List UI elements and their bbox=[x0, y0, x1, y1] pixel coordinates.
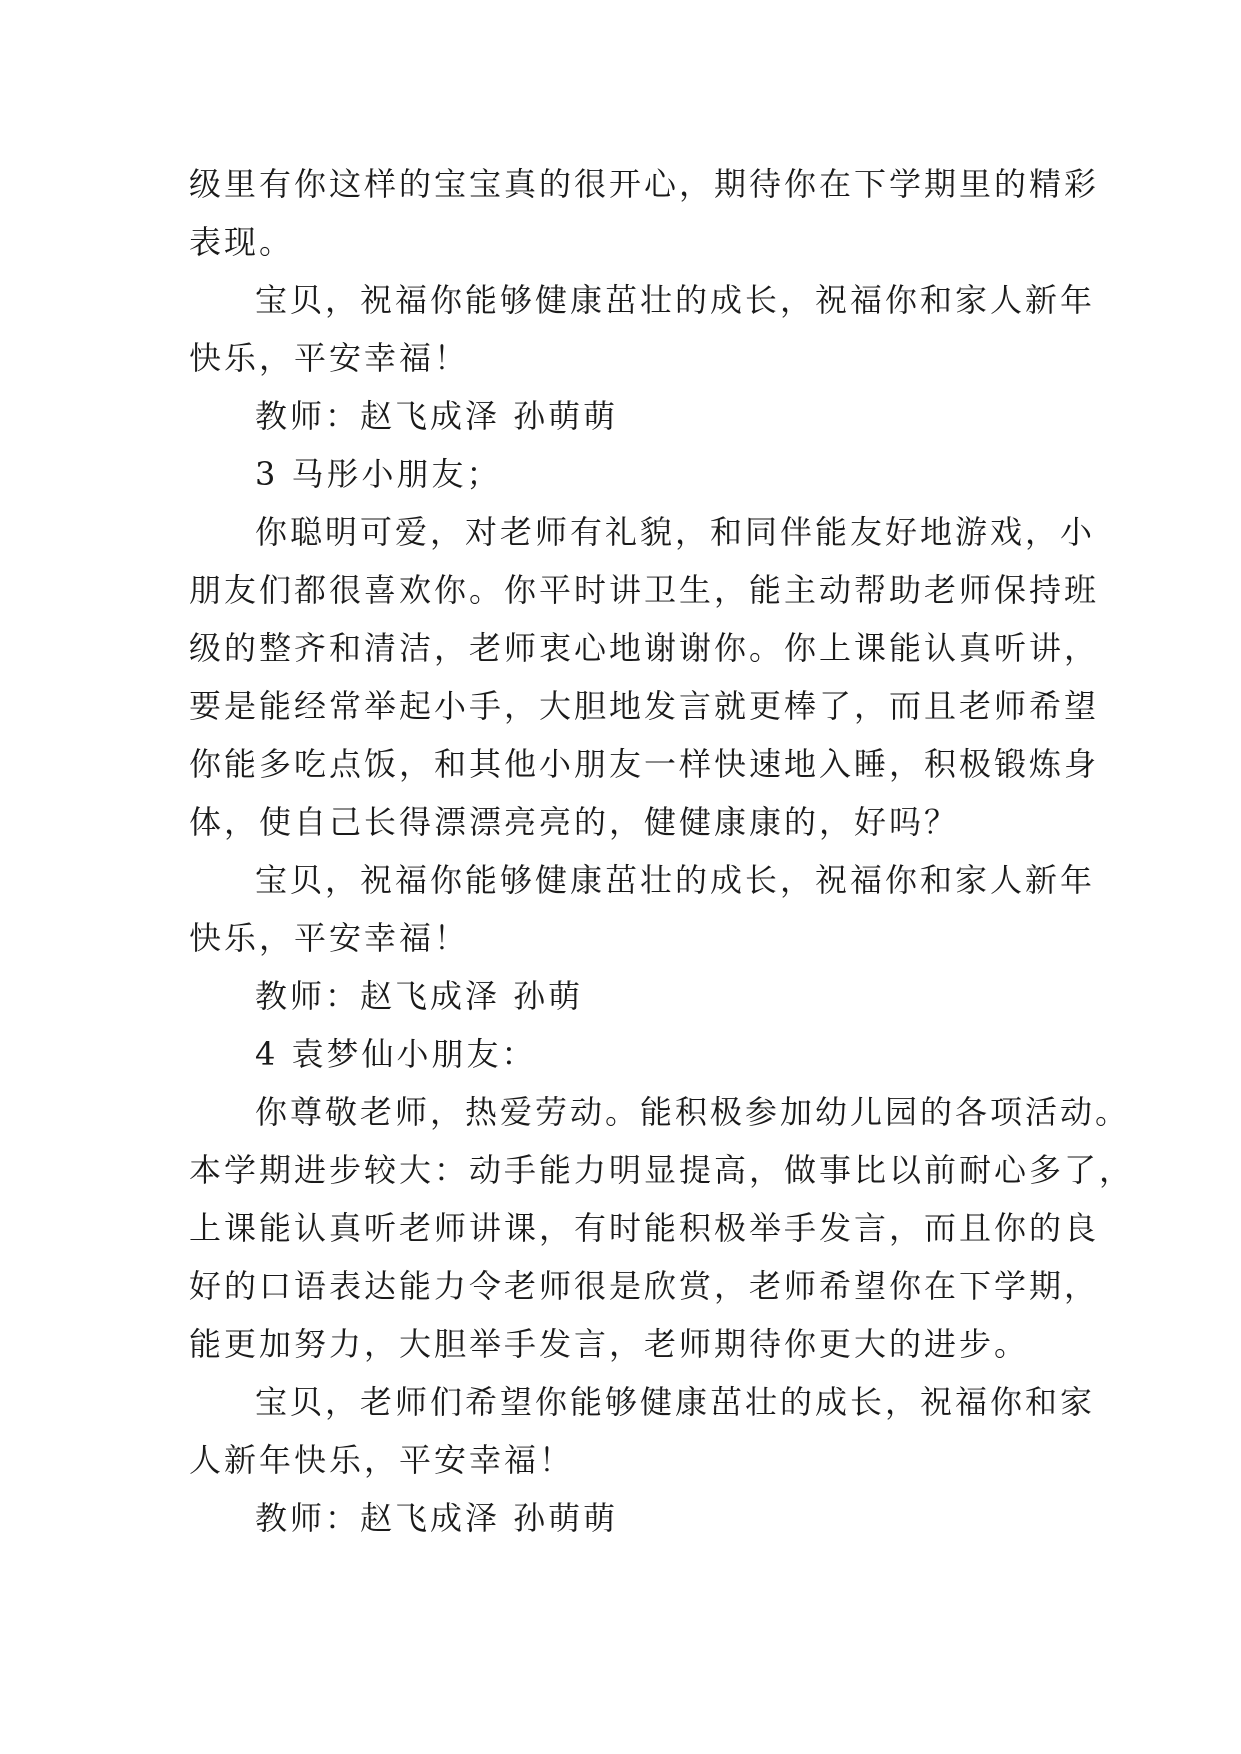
comment-line: 能更加努力，大胆举手发言，老师期待你更大的进步。 bbox=[189, 1325, 1030, 1363]
teacher-signature-line: 教师：赵飞成泽 孙萌萌 bbox=[255, 1499, 619, 1537]
student-heading: 4 袁梦仙小朋友： bbox=[255, 1035, 537, 1073]
comment-line: 体，使自己长得漂漂亮亮的，健健康康的，好吗？ bbox=[189, 803, 960, 841]
teacher-signature-line: 教师：赵飞成泽 孙萌 bbox=[255, 977, 584, 1015]
blessing-line: 人新年快乐，平安幸福！ bbox=[189, 1441, 575, 1479]
blessing-line: 快乐，平安幸福！ bbox=[189, 339, 470, 377]
comment-line: 级的整齐和清洁，老师衷心地谢谢你。你上课能认真听讲， bbox=[189, 629, 1100, 667]
text-line: 级里有你这样的宝宝真的很开心，期待你在下学期里的精彩 bbox=[189, 165, 1100, 203]
blessing-line: 快乐，平安幸福！ bbox=[189, 919, 470, 957]
comment-line: 要是能经常举起小手，大胆地发言就更棒了，而且老师希望 bbox=[189, 687, 1100, 725]
comment-line: 朋友们都很喜欢你。你平时讲卫生，能主动帮助老师保持班 bbox=[189, 571, 1100, 609]
comment-line: 你聪明可爱，对老师有礼貌，和同伴能友好地游戏，小 bbox=[255, 513, 1096, 551]
blessing-line: 宝贝，老师们希望你能够健康茁壮的成长，祝福你和家 bbox=[255, 1383, 1096, 1421]
student-heading: 3 马彤小朋友； bbox=[255, 455, 502, 493]
text-line: 表现。 bbox=[189, 223, 295, 261]
blessing-line: 宝贝，祝福你能够健康茁壮的成长，祝福你和家人新年 bbox=[255, 281, 1096, 319]
comment-line: 好的口语表达能力令老师很是欣赏，老师希望你在下学期， bbox=[189, 1267, 1100, 1305]
comment-line: 本学期进步较大：动手能力明显提高，做事比以前耐心多了， bbox=[189, 1151, 1135, 1189]
blessing-line: 宝贝，祝福你能够健康茁壮的成长，祝福你和家人新年 bbox=[255, 861, 1096, 899]
comment-line: 你尊敬老师，热爱劳动。能积极参加幼儿园的各项活动。 bbox=[255, 1093, 1131, 1131]
comment-line: 你能多吃点饭，和其他小朋友一样快速地入睡，积极锻炼身 bbox=[189, 745, 1100, 783]
teacher-signature-line: 教师：赵飞成泽 孙萌萌 bbox=[255, 397, 619, 435]
comment-line: 上课能认真听老师讲课，有时能积极举手发言，而且你的良 bbox=[189, 1209, 1100, 1247]
document-body bbox=[189, 155, 1135, 1547]
